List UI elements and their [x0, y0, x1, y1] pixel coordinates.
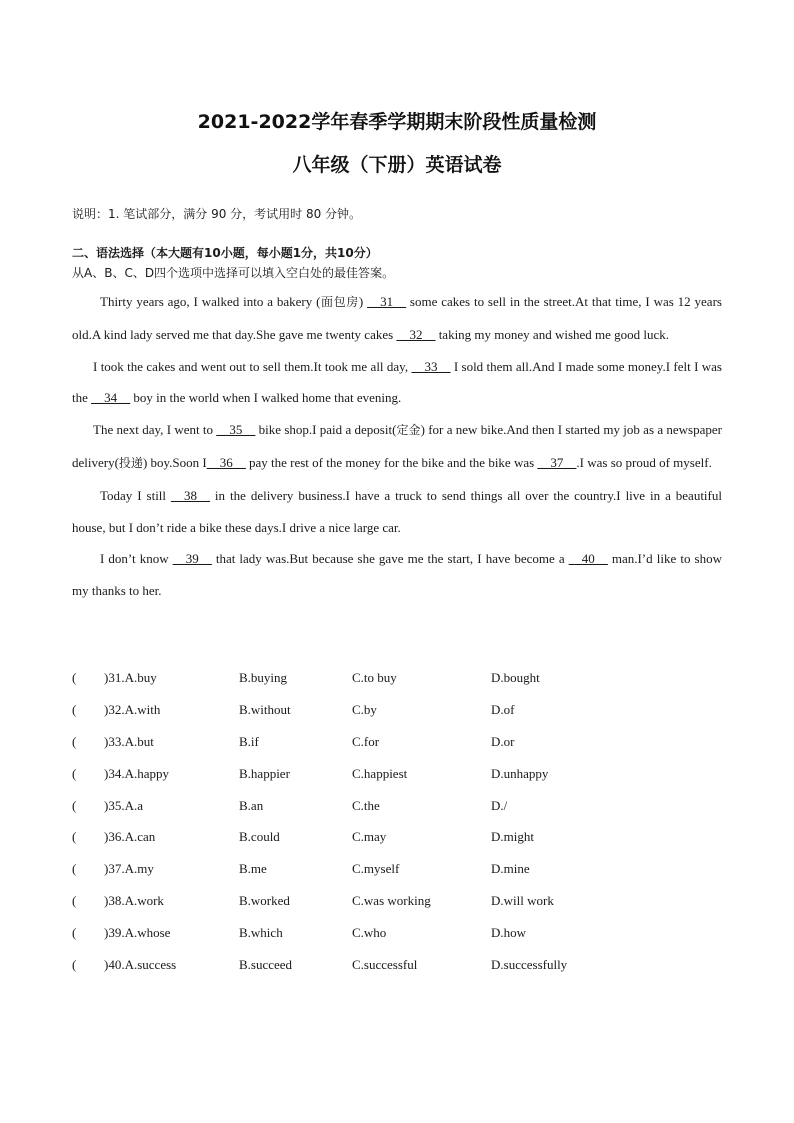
blank-40: __40__: [568, 551, 608, 567]
answer-paren: (: [72, 798, 77, 813]
answer-paren: (: [72, 702, 77, 717]
question-row: [72, 829, 722, 849]
passage-text: boy in the world when I walked home that evening.: [130, 390, 402, 406]
blank-31: __31__: [367, 294, 407, 309]
passage-text: The next day, I went to: [93, 422, 217, 438]
blank-37: __37__: [537, 454, 577, 470]
passage-paragraph-2: [72, 351, 722, 415]
option-b: B.succeed: [239, 957, 293, 972]
option-b: B.without: [239, 702, 291, 717]
option-c: C.the: [352, 798, 380, 813]
reading-passage: [72, 286, 722, 607]
option-c: C.myself: [352, 861, 400, 876]
blank-38: __38__: [170, 487, 210, 503]
option-c: C.successful: [352, 957, 418, 972]
option-b: B.which: [239, 925, 283, 940]
blank-33: __33__: [411, 358, 451, 374]
section-instruction: 从A、B、C、D四个选项中选择可以填入空白处的最佳答案。: [72, 266, 395, 280]
passage-text: pay the rest of the money for the bike and the bike was: [245, 454, 538, 470]
passage-text: I sold them all.And I made some money.I felt I was the: [72, 358, 722, 406]
option-c: C.was working: [352, 893, 431, 908]
answer-paren: (: [72, 734, 77, 749]
question-row: [72, 702, 722, 722]
option-d: D.will work: [491, 893, 554, 908]
option-a: )39.A.whose: [104, 925, 171, 940]
passage-text: taking my money and wished me good luck.: [435, 326, 670, 342]
question-row: [72, 766, 722, 786]
answer-paren: (: [72, 893, 77, 908]
option-a: )31.A.buy: [104, 670, 157, 685]
option-c: C.happiest: [352, 766, 408, 781]
answer-paren: (: [72, 670, 77, 685]
exam-subtitle: 八年级（下册）英语试卷: [292, 154, 502, 176]
blank-34: __34__: [91, 390, 131, 406]
option-c: C.may: [352, 829, 387, 844]
option-d: D.mine: [491, 861, 530, 876]
passage-paragraph-5: [72, 543, 722, 607]
question-row: [72, 957, 722, 977]
option-a: )33.A.but: [104, 734, 154, 749]
answer-paren: (: [72, 829, 77, 844]
option-b: B.buying: [239, 670, 288, 685]
passage-text: man.I’d like to show my thanks to her.: [72, 551, 722, 599]
passage-text: ) for a new bike.And then I started my job as a newspaper delivery(: [72, 422, 722, 470]
blank-32: __32__: [396, 326, 436, 342]
passage-text: that lady was.But because she gave me the start, I have become a: [211, 551, 569, 567]
question-row: [72, 925, 722, 945]
option-b: B.an: [239, 798, 264, 813]
option-a: )35.A.a: [104, 798, 143, 813]
passage-text: I don’t know: [100, 551, 173, 567]
option-d: D.might: [491, 829, 534, 844]
chinese-gloss: 投递: [118, 455, 143, 470]
question-row: [72, 734, 722, 754]
option-d: D.successfully: [491, 957, 568, 972]
passage-text: bike shop.I paid a deposit(: [255, 422, 397, 438]
question-row: [72, 893, 722, 913]
passage-text: ) boy.Soon I: [142, 454, 207, 470]
option-b: B.could: [239, 829, 280, 844]
option-d: D./: [491, 798, 508, 813]
passage-text: Thirty years ago, I walked into a bakery (: [100, 294, 321, 309]
option-a: )34.A.happy: [104, 766, 169, 781]
blank-35: __35__: [216, 422, 256, 438]
answer-paren: (: [72, 861, 77, 876]
exam-note: 说明：1. 笔试部分，满分 90 分，考试用时 80 分钟。: [72, 207, 362, 221]
blank-36: __36__: [206, 454, 246, 470]
answer-paren: (: [72, 925, 77, 940]
option-a: )38.A.work: [104, 893, 164, 908]
option-b: B.worked: [239, 893, 290, 908]
question-row: [72, 798, 722, 818]
passage-text: some cakes to sell in the street.At that time, I was 12 years old.A kind lady served me that day.She gave me twenty cakes: [72, 294, 722, 342]
answer-paren: (: [72, 957, 77, 972]
option-b: B.me: [239, 861, 267, 876]
option-c: C.for: [352, 734, 380, 749]
passage-paragraph-3: [72, 414, 722, 480]
question-row: [72, 670, 722, 690]
answer-paren: (: [72, 766, 77, 781]
exam-title: 2021-2022学年春季学期期末阶段性质量检测: [197, 111, 597, 133]
passage-paragraph-4: [72, 480, 722, 544]
option-c: C.to buy: [352, 670, 397, 685]
option-a: )40.A.success: [104, 957, 177, 972]
section-title: 二、语法选择（本大题有10小题，每小题1分，共10分）: [72, 246, 378, 260]
option-d: D.bought: [491, 670, 540, 685]
passage-text: in the delivery business.I have a truck to send things all over the country.I live in a beautiful house, but I don’t ride a bike these days.I drive a nice large car.: [72, 487, 722, 535]
passage-text: ): [358, 294, 368, 309]
option-d: D.of: [491, 702, 515, 717]
passage-text: I took the cakes and went out to sell them.It took me all day,: [93, 358, 412, 374]
passage-text: Today I still: [100, 487, 171, 503]
option-d: D.or: [491, 734, 515, 749]
option-c: C.by: [352, 702, 377, 717]
option-d: D.how: [491, 925, 527, 940]
option-a: )36.A.can: [104, 829, 156, 844]
passage-text: .I was so proud of myself.: [576, 454, 712, 470]
chinese-gloss: 面包房: [320, 295, 359, 309]
option-c: C.who: [352, 925, 387, 940]
question-row: [72, 861, 722, 881]
option-d: D.unhappy: [491, 766, 549, 781]
chinese-gloss: 定金: [396, 423, 421, 438]
passage-paragraph-1: [72, 286, 722, 351]
option-b: B.if: [239, 734, 259, 749]
option-a: )32.A.with: [104, 702, 161, 717]
blank-39: __39__: [172, 551, 212, 567]
option-b: B.happier: [239, 766, 290, 781]
option-a: )37.A.my: [104, 861, 154, 876]
